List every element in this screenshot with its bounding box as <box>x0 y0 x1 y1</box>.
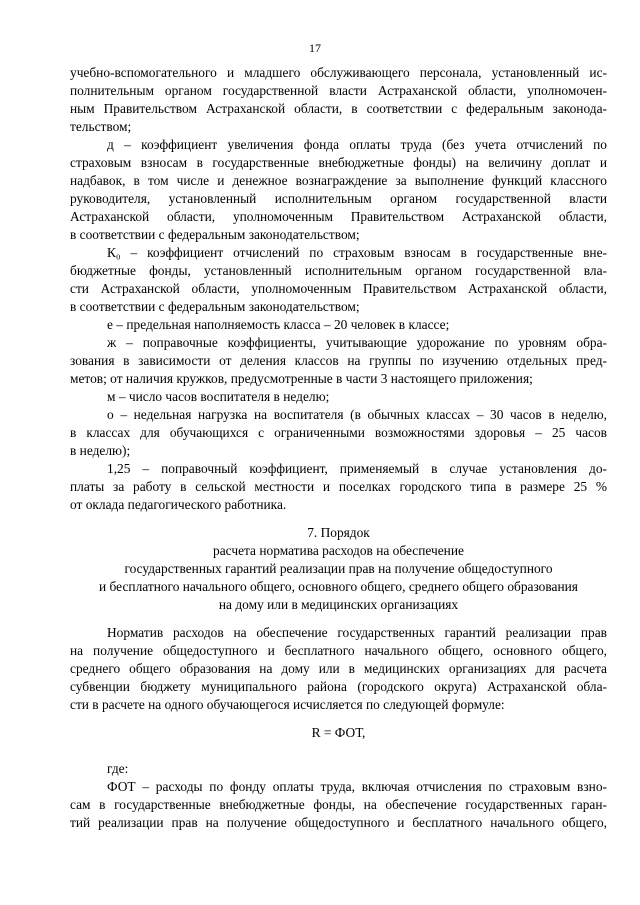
text-line: государственных гарантий реализации прав на получение общедоступного <box>124 561 553 576</box>
text-line: в соответствии с федеральным законодательством; <box>70 227 360 242</box>
text-line: на дому или в медицинских организациях <box>218 597 459 612</box>
text-line: руководителя, установленный исполнительным органом государственной власти <box>70 191 607 206</box>
text-line: ФОТ – расходы по фонду оплаты труда, включая отчисления по страховым взно- <box>107 779 607 794</box>
text-line: в классах для обучающихся с ограниченными возможностями здоровья – 25 часов <box>70 425 607 440</box>
text-line: где: <box>107 761 129 776</box>
page-number: 17 <box>309 41 321 55</box>
text-line: сти Астраханской области, уполномоченным Правительством Астраханской области, <box>70 281 607 296</box>
text-line: в неделю); <box>70 443 131 458</box>
text-line: тий реализации прав на получение общедоступного и бесплатного начального общего, <box>70 815 607 830</box>
text-line: Астраханской области, уполномоченным Правительством Астраханской области, <box>70 209 607 224</box>
text-line: Норматив расходов на обеспечение государственных гарантий реализации прав <box>107 625 607 640</box>
text-line: расчета норматива расходов на обеспечение <box>213 543 464 558</box>
text-line: сти в расчете на одного обучающегося исчисляется по следующей формуле: <box>70 697 505 712</box>
text-line: тельством; <box>70 119 132 134</box>
text-line: ным Правительством Астраханской области, в соответствии с федеральным законода- <box>70 101 607 116</box>
text-line: на получение общедоступного и бесплатного начального общего, основного общего, <box>70 643 607 658</box>
text-line: учебно-вспомогательного и младшего обслуживающего персонала, установленный ис- <box>70 65 607 80</box>
text-line: 7. Порядок <box>307 525 370 540</box>
text-line: платы за работу в сельской местности и поселках городского типа в размере 25 % <box>70 479 607 494</box>
text-line: субвенции бюджету муниципального района (городского округа) Астраханской обла- <box>70 679 607 694</box>
text-line: среднего общего образования на дому или в медицинских организациях для расчета <box>70 661 607 676</box>
text-line: в соответствии с федеральным законодательством; <box>70 299 360 314</box>
text-line: д – коэффициент увеличения фонда оплаты труда (без учета отчислений по <box>107 137 607 152</box>
text-line: К₀ – коэффициент отчислений по страховым взносам в государственные вне- <box>107 245 607 260</box>
text-line: страховым взносам в государственные внебюджетные фонды) на величину доплат и <box>70 155 607 170</box>
text-line: о – недельная нагрузка на воспитателя (в обычных классах – 30 часов в неделю, <box>107 407 607 422</box>
text-line: м – число часов воспитателя в неделю; <box>107 389 330 404</box>
text-line: R = ФОТ, <box>311 725 366 740</box>
text-line: от оклада педагогического работника. <box>70 497 287 512</box>
text-line: и бесплатного начального общего, основного общего, среднего общего образования <box>99 579 578 594</box>
text-line: полнительным органом государственной власти Астраханской области, уполномочен- <box>70 83 607 98</box>
text-line: ж – поправочные коэффициенты, учитывающие удорожание по уровням обра- <box>107 335 607 350</box>
text-line: е – предельная наполняемость класса – 20 человек в классе; <box>107 317 450 332</box>
text-line: 1,25 – поправочный коэффициент, применяемый в случае установления до- <box>107 461 607 476</box>
text-line: зования в зависимости от деления классов на группы по изучению отдельных пред- <box>70 353 607 368</box>
text-line: метов; от наличия кружков, предусмотренные в части 3 настоящего приложения; <box>70 371 533 386</box>
text-line: сам в государственные внебюджетные фонды, на обеспечение государственных гаран- <box>70 797 607 812</box>
text-line: бюджетные фонды, установленный исполнительным органом государственной вла- <box>70 263 607 278</box>
text-line: надбавок, в том числе и денежное вознаграждение за выполнение функций классного <box>70 173 607 188</box>
